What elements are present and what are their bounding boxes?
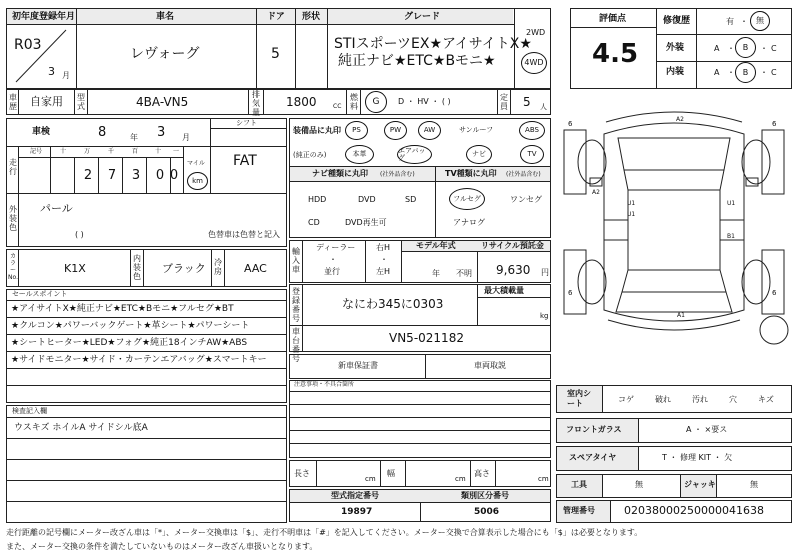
repair-no-circled: 無: [750, 11, 770, 31]
int-b-circled: B: [735, 62, 756, 83]
cc-unit: CC: [333, 103, 342, 110]
mileage-digit: 0: [155, 168, 165, 183]
mileage-label: 走行: [9, 158, 17, 176]
mileage-digit: 3: [131, 168, 141, 183]
door-value: 5: [271, 46, 280, 62]
month-unit: 月: [62, 71, 70, 80]
diagram-part: U1: [627, 211, 636, 218]
reg-no-label: 登録番号: [292, 287, 300, 323]
tv-analog: アナログ: [453, 218, 485, 227]
car-name-value: レヴォーグ: [130, 46, 200, 62]
place-man: 万: [84, 148, 91, 155]
int-dot1: ・: [727, 68, 735, 77]
equip-pw: PW: [384, 121, 407, 140]
int-c: C: [771, 68, 777, 77]
diagram-part: A2: [592, 189, 600, 196]
navi-hdd: HDD: [308, 195, 327, 204]
recycle-value: 9,630: [496, 263, 531, 277]
warranty-label: 新車保証書: [338, 361, 378, 370]
fuel-g-circled: G: [365, 91, 387, 113]
history-label: 車歴: [9, 93, 17, 111]
dimensions-row: [289, 460, 551, 487]
color-label: 外装色: [9, 205, 17, 232]
width-label: 幅: [387, 469, 395, 478]
navi-dvd: DVD: [358, 195, 376, 204]
km-circled: km: [187, 172, 208, 190]
ext-c: C: [771, 44, 777, 53]
height-unit: cm: [538, 475, 549, 483]
rating-value: 4.5: [592, 39, 639, 69]
car-name-label: 車名: [156, 12, 175, 22]
repair-yes: 有: [726, 17, 734, 26]
insp-year: 8: [98, 125, 107, 140]
recycle-unit: 円: [541, 268, 549, 277]
equip-sunroof: サンルーフ: [459, 126, 494, 134]
inspection-label: 車検: [32, 127, 51, 137]
max-load-unit: kg: [540, 312, 549, 320]
sales-point-line: ★アイサイトX★純正ナビ★ETC★Bモニ★フルセグ★BT: [11, 304, 234, 314]
tv-oneseg: ワンセグ: [510, 195, 542, 204]
car-diagram: [556, 100, 792, 380]
insp-month-unit: 月: [182, 133, 190, 142]
reg-no-value: なにわ345に0303: [342, 297, 444, 311]
equip-label: 装備品に丸印: [293, 126, 341, 135]
spare-value: T ・ 修理 KIT ・ 欠: [662, 453, 733, 462]
mgmt-value: 0203800025000004163​8: [624, 504, 764, 517]
seat-opt: 汚れ: [692, 395, 708, 404]
diagram-marker: 6: [568, 120, 573, 128]
capacity-label: 定員: [500, 93, 508, 111]
seat-opt: キズ: [758, 395, 774, 404]
interior-color-label: 内装色: [133, 254, 141, 281]
rating-label: 評価点: [599, 14, 627, 24]
class-value: 5006: [474, 507, 500, 517]
glass-label: フロントガラス: [566, 425, 622, 434]
diagram-part: A2: [676, 116, 684, 123]
mileage-digit: 7: [107, 168, 117, 183]
type-cert-value: 19897: [341, 507, 373, 517]
place-sen: 千: [108, 148, 115, 155]
mileage-digit: 2: [83, 168, 93, 183]
shift-label: シフト: [236, 119, 257, 127]
diagram-part: U1: [727, 200, 736, 207]
mile-label: マイル: [187, 160, 205, 167]
spare-label: スペアタイヤ: [569, 453, 617, 462]
footer-note-2: また、メーター交換の条件を満たしていないものはメーター改ざん車扱いとなります。: [6, 542, 318, 551]
class-label: 類別区分番号: [461, 491, 509, 500]
footer-note-1: 走行距離の記号欄にメーター改ざん車は「*」、メーター交換車は「$」、走行不明車は「#」を記入してください。メーター交換で合算表示した場合にも「$」は必要となります。: [6, 528, 643, 537]
left-h-label: 左H: [376, 267, 391, 276]
sales-point-line: ★サイドモニター★サイド・カーテンエアバッグ★スマートキー: [11, 355, 267, 365]
sales-point-label: セールスポイント: [12, 290, 68, 298]
equip-navi: ナビ: [466, 145, 492, 164]
int-a: A: [714, 68, 720, 77]
mileage-sign-label: 記号: [30, 148, 43, 155]
ext-b-circled: B: [735, 37, 756, 58]
import-label: 輸入車: [292, 247, 300, 274]
color-note: 色替車は色替と記入: [208, 230, 280, 239]
sales-point-line: ★シートヒーター★LED★フォグ★純正18インチAW★ABS: [11, 338, 248, 348]
mileage-digit: 0: [169, 168, 179, 183]
inspector-label: 検査記入欄: [12, 407, 47, 415]
history-value: 自家用: [30, 95, 63, 108]
month-value: 3: [48, 65, 55, 78]
ext-a: A: [714, 44, 720, 53]
tv-type-label: TV種類に丸印: [445, 169, 497, 178]
color-paren: ( ): [75, 230, 84, 239]
insp-year-unit: 年: [130, 133, 138, 142]
mgmt-label: 管理番号: [563, 506, 595, 515]
fuel-label: 燃料: [350, 93, 358, 111]
tools-value: 無: [635, 480, 643, 489]
model-year-label: モデル年式: [416, 241, 456, 250]
model-value: 4BA-VN5: [136, 95, 189, 109]
equip-ps: PS: [345, 121, 368, 140]
chassis-value: VN5-021182: [389, 331, 464, 345]
jack-value: 無: [750, 480, 758, 489]
right-h-label: 右H: [376, 243, 391, 252]
grade-label: グレード: [404, 12, 441, 22]
first-reg-label: 初年度登録年月: [12, 12, 76, 22]
seat-opt: 破れ: [655, 395, 671, 404]
caution-label: 注意事項・不具合箇所: [294, 381, 355, 388]
height-label: 高さ: [474, 469, 490, 478]
navi-type-label: ナビ種類に丸印: [312, 169, 368, 178]
tv-fullseg-circled: フルセグ: [449, 188, 485, 210]
recycle-label: リサイクル預託金: [481, 241, 544, 250]
seat-opt: コゲ: [618, 395, 634, 404]
chassis-label: 車台番号: [292, 327, 300, 363]
displacement-label: 排気量: [252, 90, 260, 117]
place-10man: 十: [60, 148, 67, 155]
ac-value: AAC: [244, 262, 267, 275]
diagram-marker: 6: [568, 289, 573, 297]
navi-type-sub: (社外品含む): [380, 171, 415, 178]
diagram-marker: 6: [772, 289, 777, 297]
drive-4wd-circled: 4WD: [521, 52, 547, 74]
equip-sub: (純正のみ): [293, 151, 327, 159]
sales-point-line: ★クルコン★パワーバックゲート★革シート★パワーシート: [11, 321, 250, 331]
tools-label: 工具: [571, 480, 587, 489]
width-unit: cm: [455, 475, 466, 483]
shift-value: FAT: [233, 153, 257, 169]
length-unit: cm: [365, 475, 376, 483]
color-no-value: K1X: [64, 262, 86, 275]
color-value: パール: [40, 202, 73, 215]
shape-label: 形状: [302, 12, 321, 22]
jack-label: ジャッキ: [684, 480, 716, 489]
dealer-label: ディーラー: [316, 243, 356, 252]
tv-type-sub: (社外品含む): [506, 171, 541, 178]
ext-dot1: ・: [727, 44, 735, 53]
capacity-unit: 人: [540, 103, 547, 111]
place-hyaku: 百: [132, 148, 139, 155]
place-ichi: 一: [173, 148, 180, 155]
equip-aw: AW: [418, 121, 441, 140]
parallel-label: 並行: [324, 267, 340, 276]
grade-line1: STIスポーツEX★アイサイトX★: [334, 36, 532, 52]
type-cert-label: 型式指定番号: [331, 491, 379, 500]
model-label: 型式: [77, 93, 85, 111]
seat-label: 室内シート: [567, 389, 591, 408]
color-no-label: カラーNo.: [8, 253, 18, 281]
ext-dot2: ・: [760, 44, 768, 53]
door-label: ドア: [267, 12, 285, 22]
repair-label: 修復歴: [663, 16, 691, 26]
equip-airbag: エアバッグ: [397, 145, 432, 164]
capacity-value: 5: [523, 95, 531, 109]
diagram-part: A1: [677, 312, 685, 319]
drive-2wd: 2WD: [526, 28, 546, 37]
exterior-label: 外装: [666, 43, 685, 53]
docs-row: [289, 354, 551, 379]
insp-month: 3: [157, 125, 166, 140]
place-juu: 十: [155, 148, 162, 155]
int-dot2: ・: [760, 68, 768, 77]
import-dot: ・: [329, 255, 337, 264]
navi-sd: SD: [405, 195, 417, 204]
manual-label: 車両取説: [474, 361, 506, 370]
model-year-unknown: 不明: [456, 269, 472, 278]
navi-cd: CD: [308, 218, 320, 227]
interior-color-value: ブラック: [162, 262, 206, 275]
repair-dot: ・: [740, 17, 748, 26]
equip-leather: 本革: [345, 145, 374, 164]
interior-label: 内装: [666, 67, 685, 77]
navi-dvd-play: DVD再生可: [345, 218, 387, 227]
glass-value: A ・ ×要ス: [686, 425, 728, 434]
length-label: 長さ: [294, 469, 310, 478]
seat-opt: 穴: [729, 395, 737, 404]
equip-tv: TV: [520, 145, 544, 164]
displacement-value: 1800: [286, 95, 317, 109]
fuel-options: D ・ HV ・ ( ): [398, 97, 451, 106]
inspector-note: ウスキズ ホイルA サイドシル底A: [14, 423, 148, 433]
max-load-label: 最大積載量: [484, 286, 524, 295]
diagram-marker: 6: [772, 120, 777, 128]
equip-abs: ABS: [519, 121, 545, 140]
diagram-part: U1: [627, 200, 636, 207]
hand-dot: ・: [380, 255, 388, 264]
model-year-year: 年: [432, 269, 440, 278]
grade-line2: 純正ナビ★ETC★Bモニ★: [338, 53, 496, 69]
ac-label: 冷房: [214, 258, 222, 276]
diagram-part: B1: [727, 233, 735, 240]
year-value: R03: [14, 37, 42, 53]
